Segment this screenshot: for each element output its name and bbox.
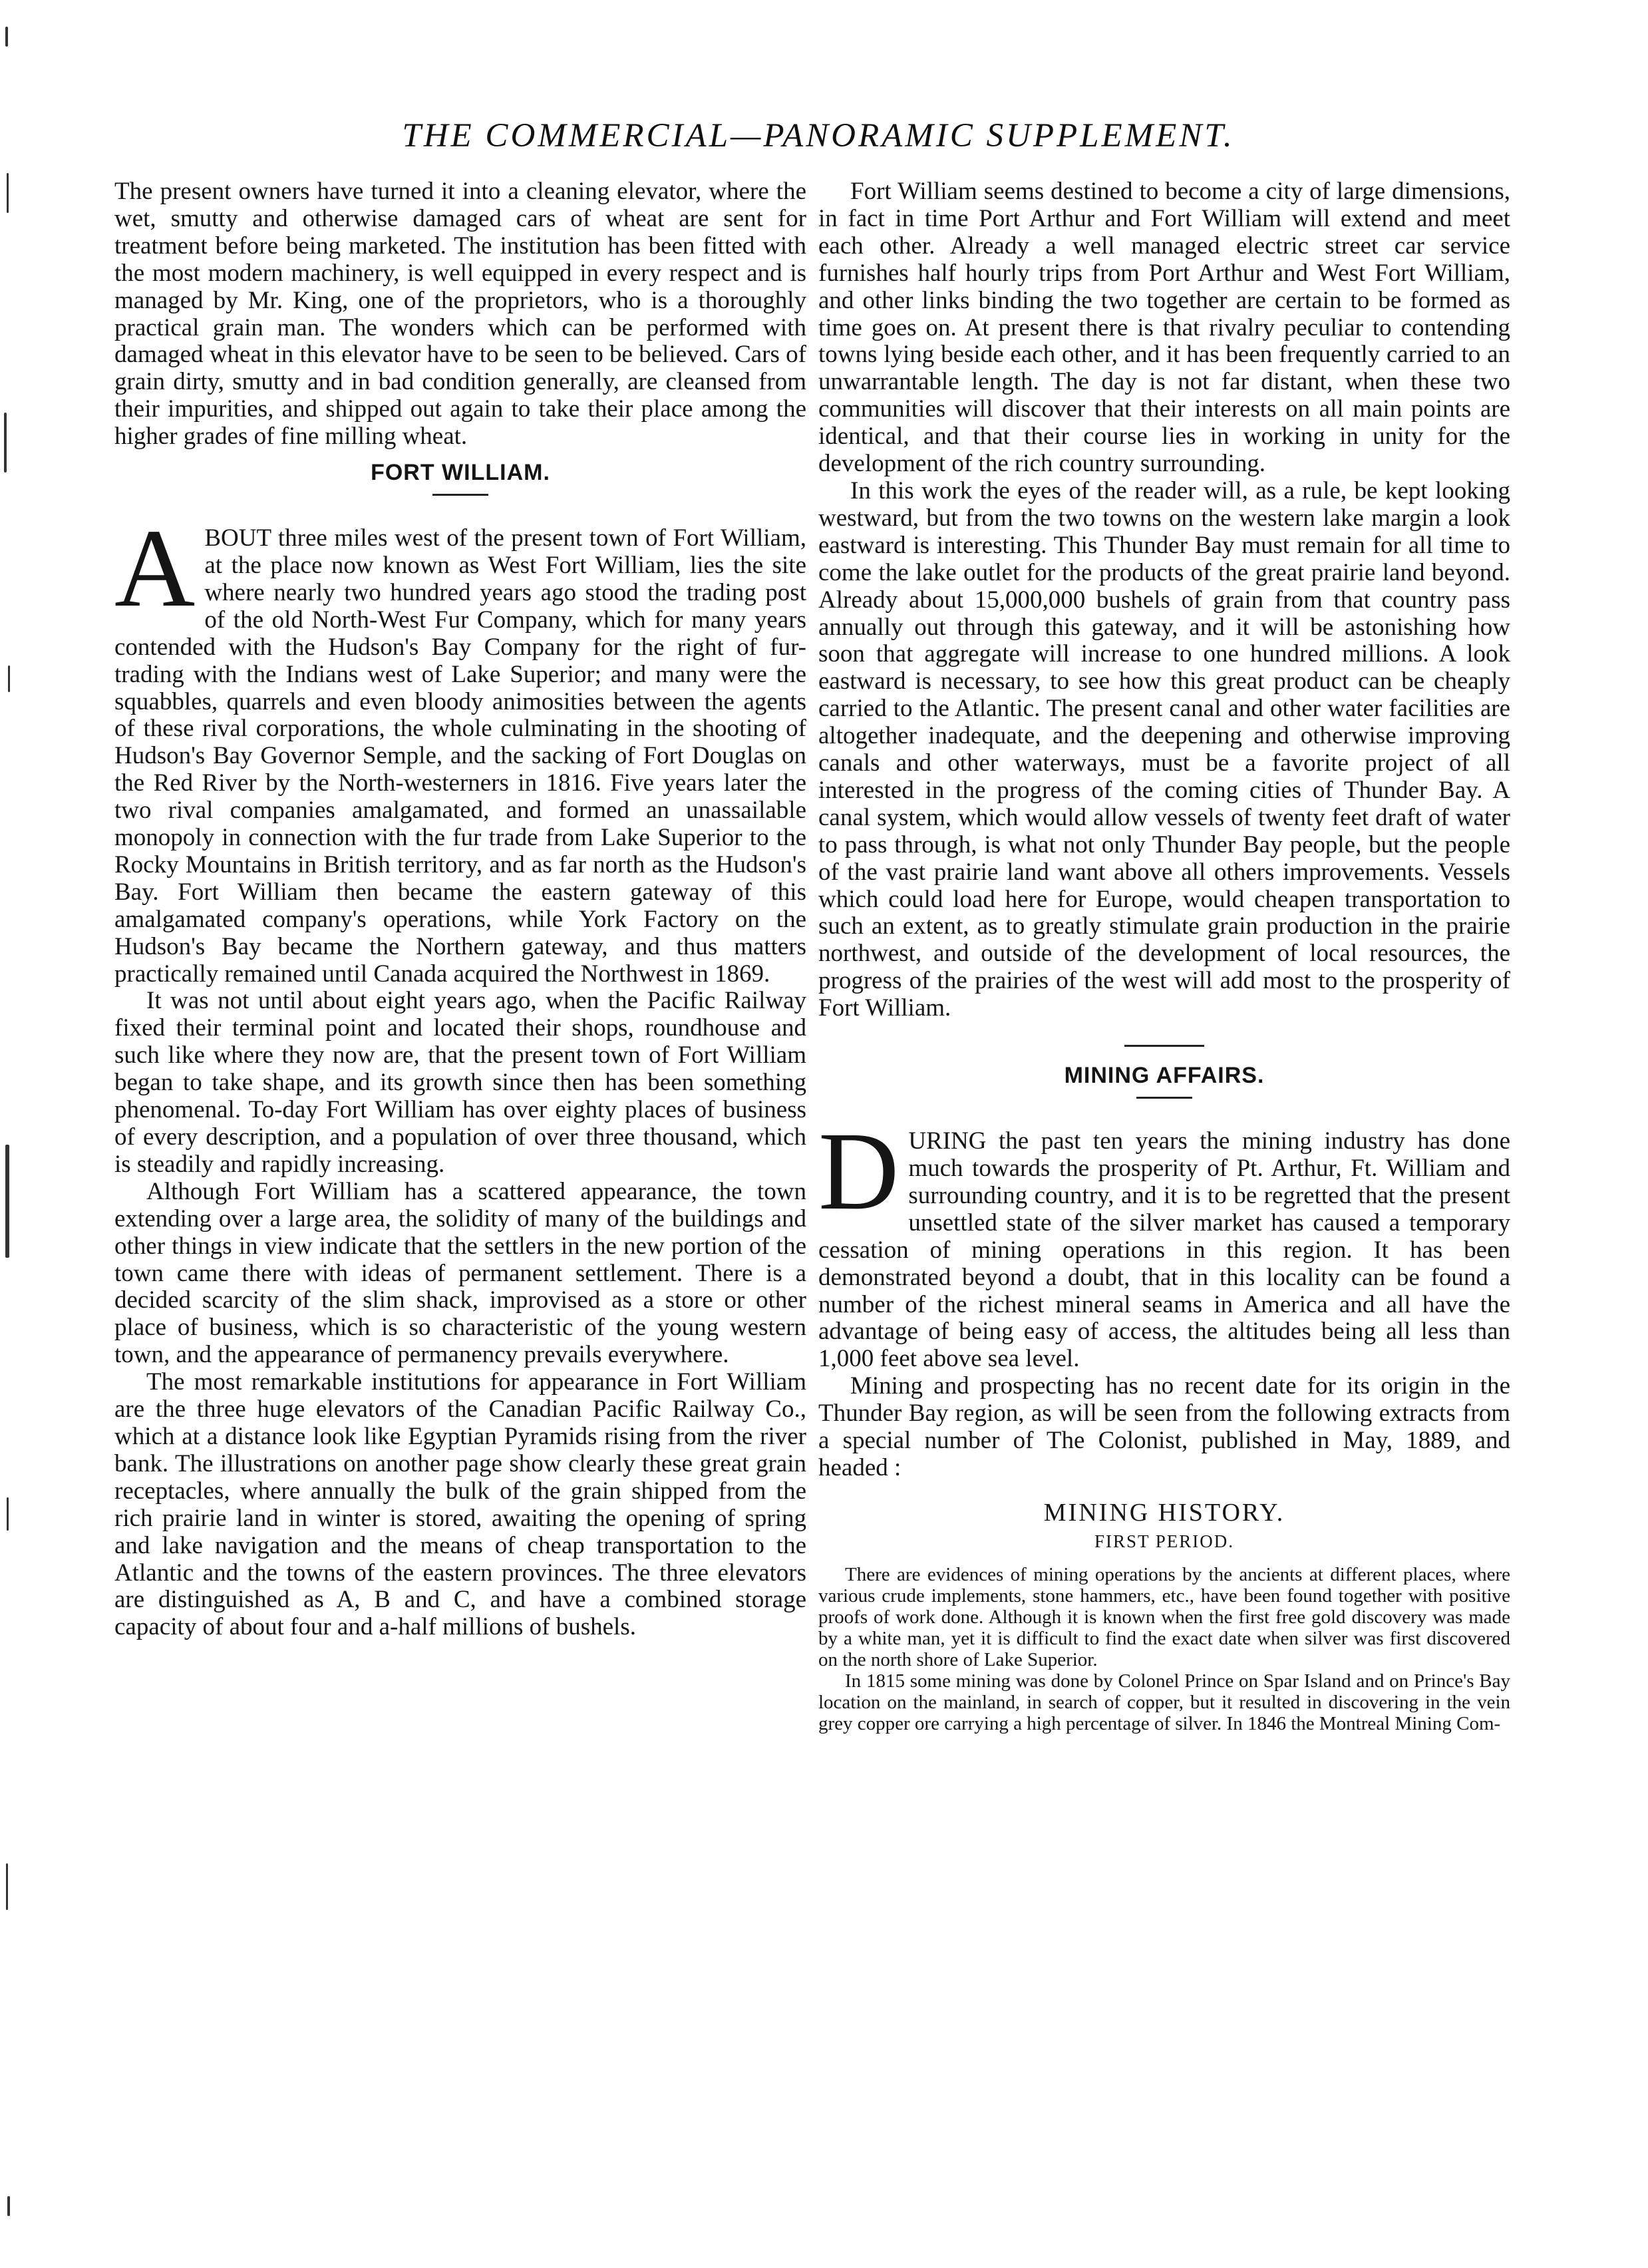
fort-william-lead-paragraph <box>114 506 806 988</box>
section-divider <box>432 494 488 496</box>
lead-paragraph-text: URING the past ten years the mining industry has done much towards the prosperity of Pt. Arthur, Ft. William and surrounding country, and it is to be regretted that the present unsettled state of the silver market has caused a temporary cessation of mining operations in this region. It has been demonstrated beyond a doubt, that in this locality can be found a number of the richest mineral seams in America and all have the advantage of being easy of access, the altitudes being all less than 1,000 feet above sea level. <box>818 1127 1510 1373</box>
intro-paragraph: The present owners have turned it into a cleaning elevator, where the wet, smutty and otherwise damaged cars of wheat are sent for treatment before being marketed. The institution has been fitted with the most modern machinery, is well equipped in every respect and is managed by Mr. King, one of the proprietors, who is a thoroughly practical grain man. The wonders which can be performed with damaged wheat in this elevator have to be seen to be believed. Cars of grain dirty, smutty and in bad condition generally, are cleansed from their impurities, and shipped out again to take their place among the higher grades of fine milling wheat. <box>114 178 806 451</box>
quoted-paragraph: In 1815 some mining was done by Colonel Prince on Spar Island and on Prince's Bay location on the mainland, in search of copper, but it resulted in discovering in the vein grey copper ore carrying a high percentage of silver. In 1846 the Montreal Mining Com- <box>818 1670 1510 1734</box>
body-paragraph: Although Fort William has a scattered appearance, the town extending over a large area, the solidity of many of the buildings and other things in view indicate that the settlers in the new portion of the town came there with ideas of permanent settlement. There is a decided scarcity of the slim shack, improvised as a store or other place of business, which is so characteristic of the young western town, and the appearance of permanency prevails everywhere. <box>114 1177 806 1369</box>
scan-speck <box>6 1863 8 1910</box>
subsection-subtitle: FIRST PERIOD. <box>1094 1531 1235 1551</box>
body-paragraph: The most remarkable institutions for appearance in Fort William are the three huge elevators of the Canadian Pacific Railway Co., which at a distance look like Egyptian Pyramids rising from the river bank. The illustrations on another page show clearly these great grain receptacles, where annually the bulk of the grain shipped from the rich prairie land in winter is stored, awaiting the opening of spring and lake navigation and the means of cheap transportation to the Atlantic and the towns of the eastern provinces. The three elevators are distinguished as A, B and C, and have a combined storage capacity of about four and a-half millions of bushels. <box>114 1368 806 1641</box>
dropcap-letter: A <box>114 506 196 631</box>
quoted-paragraph: There are evidences of mining operations by the ancients at different places, where various crude implements, stone hammers, etc., have been found together with positive proofs of work done. Although it is known when the first free gold discovery was made by a white man, yet it is difficult to find the exact date when silver was first discovered on the north shore of Lake Superior. <box>818 1563 1510 1670</box>
body-paragraph: It was not until about eight years ago, when the Pacific Railway fixed their terminal point and located their shops, roundhouse and such like where they now are, that the present town of Fort William began to take shape, and its growth since then has been something phenomenal. To-day Fort William has over eighty places of business of every description, and a population of over three thousand, which is steadily and rapidly increasing. <box>114 987 806 1178</box>
dropcap-letter: D <box>818 1109 900 1234</box>
page-header: THE COMMERCIAL—PANORAMIC SUPPLEMENT. <box>402 117 1235 154</box>
section-divider <box>1136 1097 1192 1099</box>
scan-speck <box>5 1145 9 1258</box>
right-column <box>818 178 1510 1734</box>
scan-margin-artifacts <box>0 0 20 2268</box>
body-paragraph: In this work the eyes of the reader will, as a rule, be kept looking westward, but from the two towns on the western lake margin a look eastward is interesting. This Thunder Bay must remain for all time to come the lake outlet for the products of the great prairie land beyond. Already about 15,000,000 bushels of grain from that country pass annually out through this gateway, and it will be astonishing how soon that aggregate will increase to one hundred millions. A look eastward is necessary, to see how this great product can be cheaply carried to the Atlantic. The present canal and other water facilities are altogether inadequate, and the deepening and otherwise improving canals and other waterways, must be a favorite project of all interested in the progress of the coming cities of Thunder Bay. A canal system, which would allow vessels of twenty feet draft of water to pass through, is what not only Thunder Bay people, but the people of the vast prairie land want above all others improvements. Vessels which could load here for Europe, would cheapen transportation to such an extent, as to greatly stimulate grain production in the prairie northwest, and outside of the development of local resources, the progress of the prairies of the west will add most to the prosperity of Fort William. <box>818 476 1510 1022</box>
left-column <box>114 178 806 1641</box>
body-paragraph: Fort William seems destined to become a city of large dimensions, in fact in time Port Arthur and Fort William will extend and meet each other. Already a well managed electric street car service furnishes half hourly trips from Port Arthur and West Fort William, and other links binding the two together are certain to be formed as time goes on. At present there is that rivalry peculiar to contending towns lying beside each other, and it has been frequently carried to an unwarrantable length. The day is not far distant, when these two communities will discover that their interests on all main points are identical, and that their course lies in working in unity for the development of the rich country surrounding. <box>818 178 1510 478</box>
scan-speck <box>8 665 10 692</box>
section-title-fort-william: FORT WILLIAM. <box>371 460 550 486</box>
scan-speck <box>4 413 7 472</box>
scan-speck <box>7 1497 9 1531</box>
section-title-mining-affairs: MINING AFFAIRS. <box>1064 1063 1265 1089</box>
scan-speck <box>5 27 8 47</box>
scan-speck <box>7 2196 10 2216</box>
scan-speck <box>7 173 9 213</box>
subsection-title: MINING HISTORY. <box>1043 1498 1285 1527</box>
lead-paragraph-text: BOUT three miles west of the present town of Fort William, at the place now known as West Fort William, lies the site where nearly two hundred years ago stood the trading post of the old North-West Fur Company, which for many years contended with the Hudson's Bay Company for the right of fur-trading with the Indians west of Lake Superior; and many were the squabbles, quarrels and even bloody animosities between the agents of these rival corporations, the whole culminating in the shooting of Hudson's Bay Governor Semple, and the sacking of Fort Douglas on the Red River by the North-westerners in 1816. Five years later the two rival companies amalgamated, and formed an unassailable monopoly in connection with the fur trade from Lake Superior to the Rocky Mountains in British territory, and as far north as the Hudson's Bay. Fort William then became the eastern gateway of this amalgamated company's operations, while York Factory on the Hudson's Bay became the Northern gateway, and thus matters practically remained until Canada acquired the Northwest in 1869. <box>114 524 806 988</box>
section-divider <box>1124 1045 1204 1047</box>
body-paragraph: Mining and prospecting has no recent date for its origin in the Thunder Bay region, as will be seen from the following extracts from a special number of The Colonist, published in May, 1889, and headed : <box>818 1372 1510 1481</box>
mining-lead-paragraph <box>818 1109 1510 1373</box>
